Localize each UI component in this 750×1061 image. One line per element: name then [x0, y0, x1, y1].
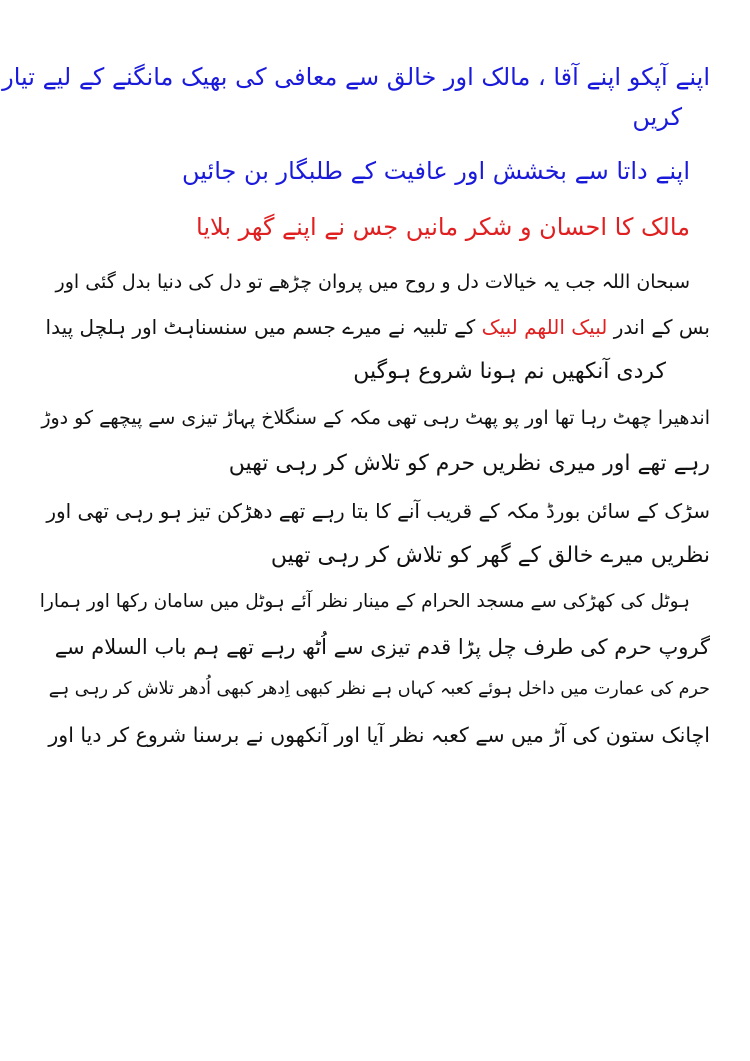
para2-line-1: اندھیرا چھٹ رہا تھا اور پو پھٹ رہی تھی مکہ کے سنگلاخ پہاڑ تیزی سے پیچھے کو دوڑ — [41, 407, 710, 429]
heading-line-2: اپنے داتا سے بخشش اور عافیت کے طلبگار بن جائیں — [182, 157, 690, 185]
para2-line-2: رہے تھے اور میری نظریں حرم کو تلاش کر رہی تھیں — [228, 451, 710, 476]
para1-line-2-start: بس کے اندر — [613, 315, 710, 339]
para4-line-2: گروپ حرم کی طرف چل پڑا قدم تیزی سے اُٹھ رہے تھے ہم باب السلام سے — [54, 635, 710, 659]
para4-line-3: حرم کی عمارت میں داخل ہوئے کعبہ کہاں ہے نظر کبھی اِدھر کبھی اُدھر تلاش کر رہی ہے — [48, 679, 710, 699]
heading-line-1: اپنے آپکو اپنے آقا ، مالک اور خالق سے معافی کی بھیک مانگنے کے لیے تیار — [2, 63, 710, 91]
para4-line-4: اچانک ستون کی آڑ میں سے کعبہ نظر آیا اور آنکھوں نے برسنا شروع کر دیا اور — [48, 723, 710, 747]
para3-line-2: نظریں میرے خالق کے گھر کو تلاش کر رہی تھیں — [270, 543, 710, 568]
para1-line-3: کردی آنکھیں نم ہونا شروع ہوگیں — [353, 359, 666, 384]
labbaik-highlight: لبیک اللھم لبیک — [481, 315, 608, 339]
para1-line-2-end: کے تلبیہ نے میرے جسم میں سنسناہٹ اور ہلچل پیدا — [45, 315, 476, 339]
para3-line-1: سڑک کے سائن بورڈ مکہ کے قریب آنے کا بتا رہے تھے دھڑکن تیز ہو رہی تھی اور — [46, 499, 710, 523]
body-text — [40, 270, 710, 766]
heading-line-3: مالک کا احسان و شکر مانیں جس نے اپنے گھر بلایا — [196, 213, 690, 241]
heading-line-1-continuation: کریں — [632, 103, 682, 131]
para1-line-2 — [40, 314, 710, 358]
para1-line-1: سبحان اللہ جب یہ خیالات دل و روح میں پروان چڑھے تو دل کی دنیا بدل گئی اور — [55, 271, 690, 293]
para4-line-1: ہوٹل کی کھڑکی سے مسجد الحرام کے مینار نظر آئے ہوٹل میں سامان رکھا اور ہمارا — [39, 591, 690, 612]
